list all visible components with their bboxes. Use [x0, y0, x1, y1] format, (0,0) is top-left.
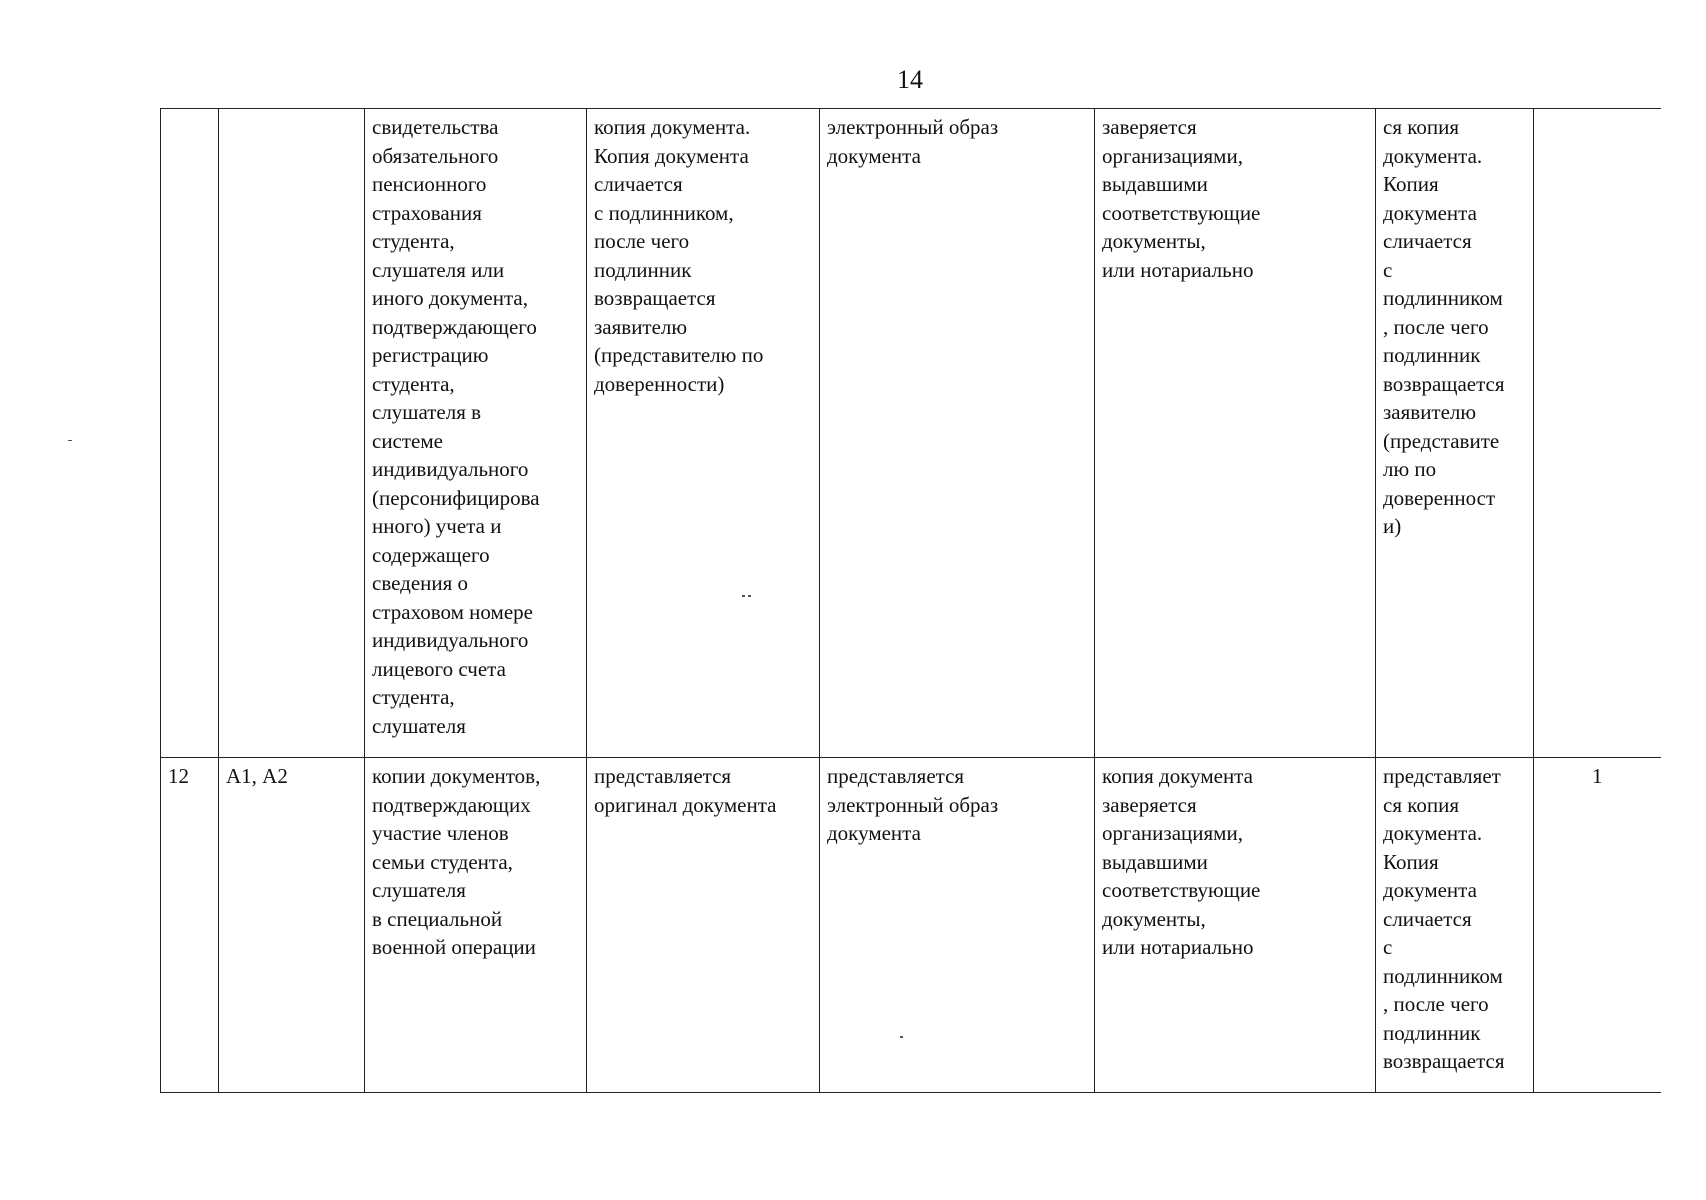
- cell-certification: копия документа заверяется организациями, выдавшими соответствующие документы, или нотариально: [1095, 758, 1376, 1093]
- page-number: 14: [897, 65, 923, 94]
- scan-speck: [900, 1036, 903, 1038]
- cell-code: А1, А2: [219, 758, 365, 1093]
- cell-electronic: представляется электронный образ документа: [820, 758, 1095, 1093]
- table-row: [161, 758, 1661, 1093]
- cell-in-person: представляется оригинал документа: [587, 758, 820, 1093]
- cell-in-person: копия документа. Копия документа сличается с подлинником, после чего подлинник возвращается заявителю (представителю по доверенности): [587, 109, 820, 758]
- cell-count: 1: [1534, 758, 1661, 1093]
- cell-number: [161, 109, 219, 758]
- cell-mfc: ся копия документа. Копия документа сличается с подлинником , после чего подлинник возвращается заявителю (представите лю по доверенност и): [1376, 109, 1534, 758]
- cell-count: [1534, 109, 1661, 758]
- requirements-table: [160, 108, 1661, 1093]
- cell-document: копии документов, подтверждающих участие членов семьи студента, слушателя в специальной военной операции: [365, 758, 587, 1093]
- table-row: [161, 109, 1661, 758]
- cell-code: [219, 109, 365, 758]
- cell-number: 12: [161, 758, 219, 1093]
- scan-speck: [748, 595, 751, 597]
- cell-certification: заверяется организациями, выдавшими соответствующие документы, или нотариально: [1095, 109, 1376, 758]
- scan-speck: [68, 440, 72, 441]
- cell-electronic: электронный образ документа: [820, 109, 1095, 758]
- cell-mfc: представляет ся копия документа. Копия документа сличается с подлинником , после чего подлинник возвращается: [1376, 758, 1534, 1093]
- cell-document: свидетельства обязательного пенсионного страхования студента, слушателя или иного документа, подтверждающего регистрацию студента, слушателя в системе индивидуального (персонифицирова нного) учета и содержащего сведения о страховом номере индивидуального лицевого счета студента, слушателя: [365, 109, 587, 758]
- scan-speck: [742, 595, 745, 597]
